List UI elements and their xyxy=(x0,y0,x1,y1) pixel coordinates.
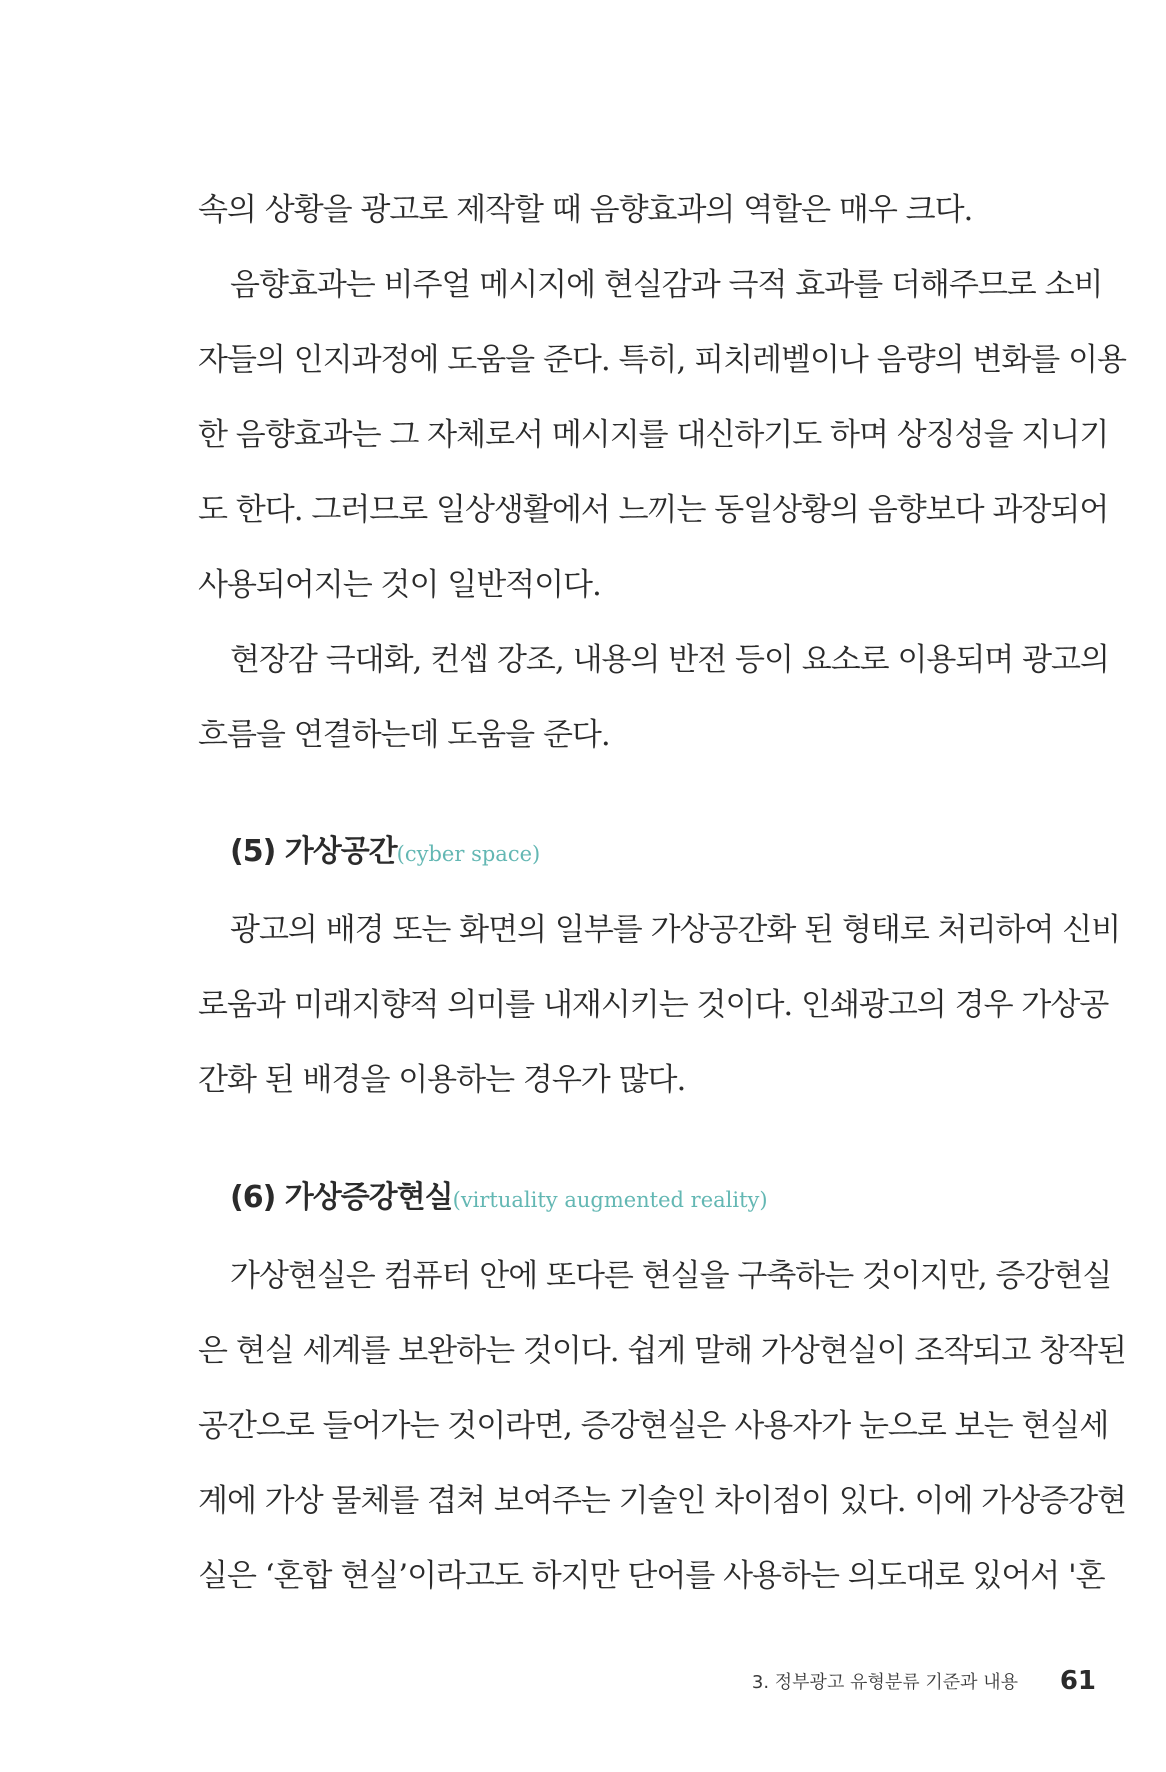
paragraph-line: 현장감 극대화, 컨셉 강조, 내용의 반전 등이 요소로 이용되며 광고의 xyxy=(230,642,1109,678)
paragraph-line: 은 현실 세계를 보완하는 것이다. 쉽게 말해 가상현실이 조작되고 창작된 xyxy=(198,1333,1126,1369)
paragraph-line: 음향효과는 비주얼 메시지에 현실감과 극적 효과를 더해주므로 소비 xyxy=(230,267,1103,303)
paragraph-line: 속의 상황을 광고로 제작할 때 음향효과의 역할은 매우 크다. xyxy=(198,192,973,228)
section-heading xyxy=(230,832,540,874)
paragraph-line: 가상현실은 컴퓨터 안에 또다른 현실을 구축하는 것이지만, 증강현실 xyxy=(230,1258,1112,1294)
paragraph-line: 실은 ‘혼합 현실’이라고도 하지만 단어를 사용하는 의도대로 있어서 '혼 xyxy=(198,1558,1105,1594)
page-number: 61 xyxy=(1059,1666,1096,1696)
section-heading-english: (cyber space) xyxy=(396,842,541,866)
paragraph-line: 간화 된 배경을 이용하는 경우가 많다. xyxy=(198,1062,686,1098)
paragraph-line: 한 음향효과는 그 자체로서 메시지를 대신하기도 하며 상징성을 지니기 xyxy=(198,417,1109,453)
paragraph-line: 흐름을 연결하는데 도움을 준다. xyxy=(198,717,610,753)
paragraph-line: 사용되어지는 것이 일반적이다. xyxy=(198,567,601,603)
paragraph-line: 도 한다. 그러므로 일상생활에서 느끼는 동일상황의 음향보다 과장되어 xyxy=(198,492,1109,528)
paragraph-line: 로움과 미래지향적 의미를 내재시키는 것이다. 인쇄광고의 경우 가상공 xyxy=(198,987,1109,1023)
section-heading-title: (6) 가상증강현실 xyxy=(230,1180,453,1215)
section-heading xyxy=(230,1178,768,1220)
section-heading-title: (5) 가상공간 xyxy=(230,834,397,869)
paragraph-line: 자들의 인지과정에 도움을 준다. 특히, 피치레벨이나 음량의 변화를 이용 xyxy=(198,342,1126,378)
paragraph-line: 공간으로 들어가는 것이라면, 증강현실은 사용자가 눈으로 보는 현실세 xyxy=(198,1408,1109,1444)
running-footer-section-title: 3. 정부광고 유형분류 기준과 내용 xyxy=(751,1672,1018,1693)
section-heading-english: (virtuality augmented reality) xyxy=(452,1188,768,1212)
paragraph-line: 계에 가상 물체를 겹쳐 보여주는 기술인 차이점이 있다. 이에 가상증강현 xyxy=(198,1483,1126,1519)
paragraph-line: 광고의 배경 또는 화면의 일부를 가상공간화 된 형태로 처리하여 신비 xyxy=(230,912,1121,948)
